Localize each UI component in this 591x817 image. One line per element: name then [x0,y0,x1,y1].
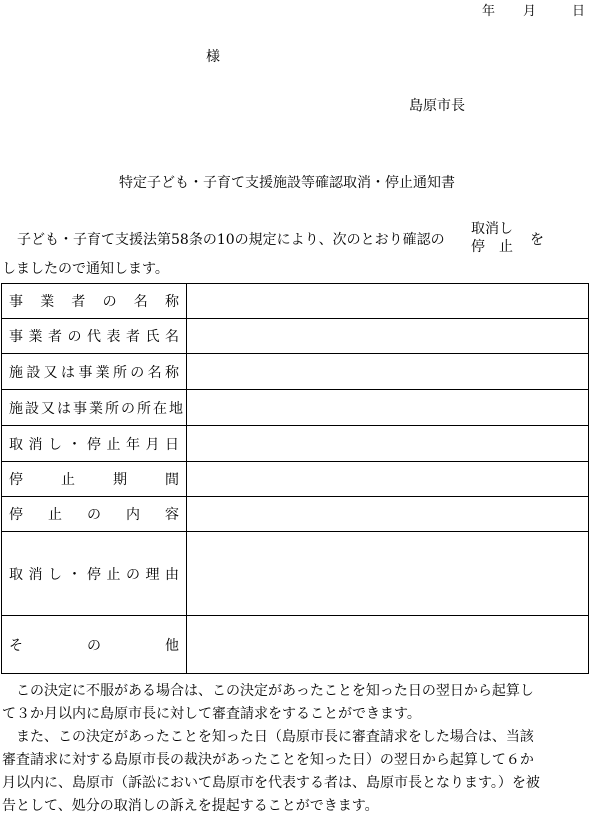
row-label: 事 業 者 の 名 称 [9,294,179,310]
row-label: 事 業 者 の 代 表 者 氏 名 [9,329,179,345]
row-label-cell [2,426,187,462]
table-row [2,616,589,674]
date-month: 月 [523,4,537,19]
notice-line-2: て３か月以内に島原市長に対して審査請求をすることができます。 [2,706,421,722]
notice-line-3: また、この決定があったことを知った日（島原市長に審査請求をした場合は、当該 [16,729,534,745]
intro-choice-suspend: 停 止 [471,239,513,255]
row-label: 取 消 し ・ 停 止 の 理 由 [9,566,179,583]
info-table [1,283,589,674]
intro-line-2: しましたので通知します。 [2,261,169,277]
row-label-cell [2,390,187,426]
row-label-cell [2,284,187,319]
date-line [0,0,591,19]
row-value-cell [187,284,589,319]
table-row [2,354,589,390]
row-label-cell [2,319,187,354]
table-row [2,390,589,426]
row-label: そ の 他 [9,637,179,654]
row-label-cell [2,354,187,390]
row-value-cell [187,390,589,426]
issuer: 島原市長 [409,98,465,114]
row-label: 施 設 又 は 事 業 所 の 名 称 [9,364,179,381]
row-label: 停 止 期 間 [9,472,179,488]
row-label-cell [2,616,187,674]
row-label: 停 止 の 内 容 [9,507,179,523]
table-row [2,532,589,616]
row-value-cell [187,532,589,616]
row-label-cell [2,532,187,616]
table-row [2,497,589,532]
table-row [2,462,589,497]
notice-line-4: 審査請求に対する島原市長の裁決があったことを知った日）の翌日から起算して６か [2,752,534,768]
notice-line-1: この決定に不服がある場合は、この決定があったことを知った日の翌日から起算し [16,683,534,699]
row-value-cell [187,462,589,497]
intro-wo: を [530,232,544,248]
row-value-cell [187,319,589,354]
row-label: 施 設 又 は 事 業 所 の 所 在 地 [9,400,183,417]
date-year: 年 [482,4,496,19]
row-value-cell [187,616,589,674]
row-value-cell [187,497,589,532]
table-row [2,319,589,354]
row-value-cell [187,426,589,462]
date-day: 日 [572,4,586,19]
table-row [2,426,589,462]
row-label-cell [2,462,187,497]
row-value-cell [187,354,589,390]
document-title: 特定子ども・子育て支援施設等確認取消・停止通知書 [119,175,455,191]
intro-line-1: 子ども・子育て支援法第58条の10の規定により、次のとおり確認の [17,232,445,248]
notice-line-6: 告として、処分の取消しの訴えを提起することができます。 [2,798,379,814]
table-row [2,284,589,319]
row-label: 取 消 し ・ 停 止 年 月 日 [9,436,179,453]
intro-choice-cancel: 取消し [471,221,513,237]
addressee-suffix: 様 [206,49,220,65]
notice-line-5: 月以内に、島原市（訴訟において島原市を代表する者は、島原市長となります。）を被 [2,775,540,791]
row-label-cell [2,497,187,532]
